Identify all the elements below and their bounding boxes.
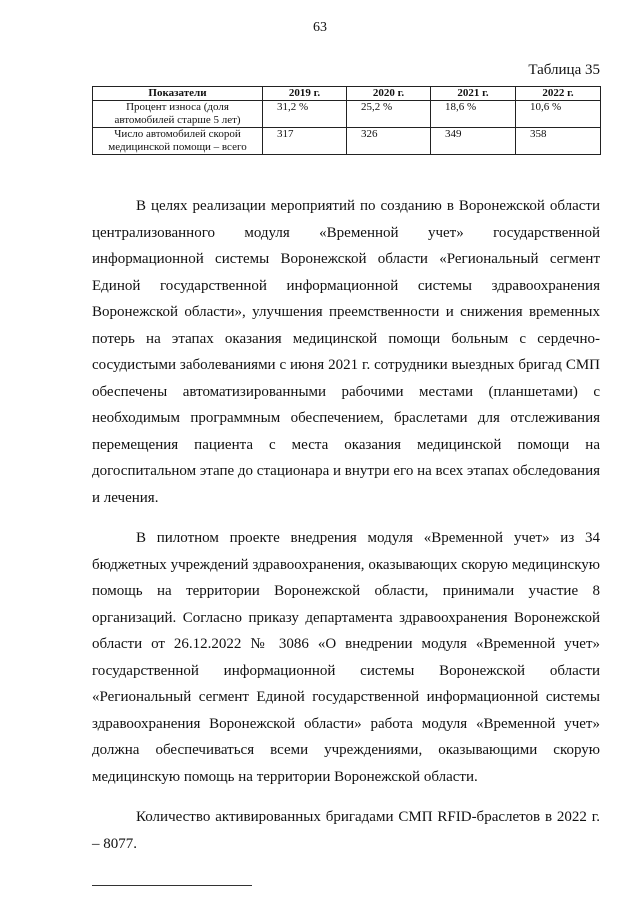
table-row [93,101,601,128]
table-cell: 326 [347,128,431,155]
paragraph: В пилотном проекте внедрения модуля «Временной учет» из 34 бюджетных учреждений здравоохранения, оказывающих скорую медицинскую помощь на территории Воронежской области, принимали участие 8 организаций. Согласно приказу департамента здравоохранения Воронежской области от 26.12.2022 № 3086 «О внедрении модуля «Временной учет» государственной информационной системы Воронежской области «Региональный сегмент Единой государственной информационной системы здравоохранения Воронежской области» работа модуля «Временной учет» должна обеспечиваться всеми учреждениями, оказывающими скорую медицинскую помощь на территории Воронежской области. [92,530,600,785]
table-cell: 10,6 % [516,101,601,128]
paragraph: Количество активированных бригадами СМП RFID-браслетов в 2022 г. – 8077. [92,809,600,852]
footnote-divider [92,885,252,886]
table-caption: Таблица 35 [528,62,600,78]
row-label: Процент износа (доля автомобилей старше 5 лет) [93,101,263,128]
table-cell: 317 [263,128,347,155]
table-header-cell: 2020 г. [347,87,431,101]
page-number: 63 [313,20,327,35]
table-header-cell: 2021 г. [431,87,516,101]
table-header-row [93,87,601,101]
paragraph: В целях реализации мероприятий по созданию в Воронежской области централизованного модуля «Временной учет» государственной информационной системы Воронежской области «Региональный сегмент Единой государственной информационной системы здравоохранения Воронежской области», улучшения преемственности и снижения временных потерь на этапах оказания медицинской помощи больным с сердечно-сосудистыми заболеваниями с июня 2021 г. сотрудники выездных бригад СМП обеспечены автоматизированными рабочими местами (планшетами) с необходимым программным обеспечением, браслетами для отслеживания перемещения пациента с места оказания медицинской помощи на догоспитальном этапе до стационара и внутри его на всех этапах обследования и лечения. [92,198,600,506]
row-label: Число автомобилей скорой медицинской помощи – всего [93,128,263,155]
table-header-cell: 2022 г. [516,87,601,101]
table-cell: 349 [431,128,516,155]
body-text [92,193,600,857]
indicators-table [92,86,601,155]
table-row [93,128,601,155]
table-cell: 25,2 % [347,101,431,128]
table-cell: 31,2 % [263,101,347,128]
table-cell: 358 [516,128,601,155]
table-header-cell: 2019 г. [263,87,347,101]
table-header-cell: Показатели [93,87,263,101]
table-cell: 18,6 % [431,101,516,128]
